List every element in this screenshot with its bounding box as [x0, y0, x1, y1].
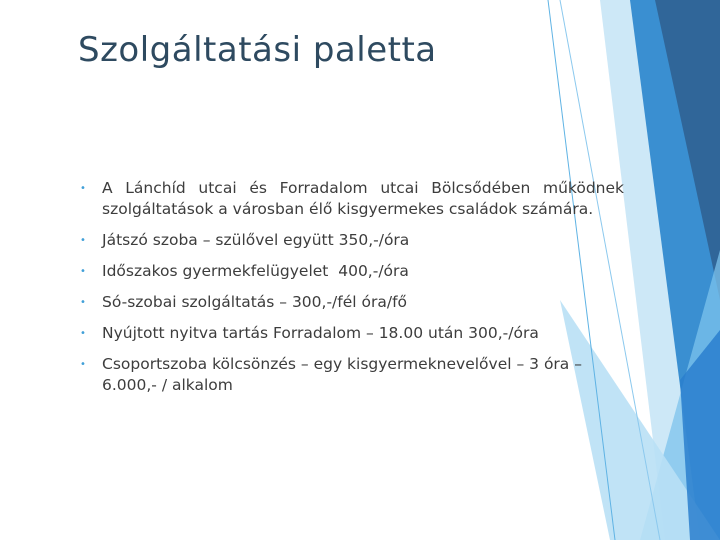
- list-item-text: A Lánchíd utcai és Forradalom utcai Bölcsődében működnek szolgáltatások a városban élő kisgyermekes családok számára.: [102, 179, 624, 218]
- bullet-icon: •: [80, 359, 86, 370]
- list-item: [78, 354, 624, 396]
- list-item: [78, 261, 624, 282]
- list-item-text: Nyújtott nyitva tartás Forradalom – 18.00 után 300,-/óra: [102, 324, 539, 342]
- list-item-text: Csoportszoba kölcsönzés – egy kisgyermeknevelővel – 3 óra – 6.000,- / alkalom: [102, 355, 582, 394]
- list-item: [78, 178, 624, 220]
- list-item: [78, 323, 624, 344]
- list-item-text: Időszakos gyermekfelügyelet 400,-/óra: [102, 262, 409, 280]
- bullet-icon: •: [80, 328, 86, 339]
- list-item-text: Só-szobai szolgáltatás – 300,-/fél óra/fő: [102, 293, 408, 311]
- bullet-icon: •: [80, 266, 86, 277]
- bullet-icon: •: [80, 235, 86, 246]
- list-item: [78, 230, 624, 251]
- bullet-icon: •: [80, 297, 86, 308]
- bullet-icon: •: [80, 183, 86, 194]
- slide-title: Szolgáltatási paletta: [78, 30, 437, 70]
- list-item-text: Játszó szoba – szülővel együtt 350,-/óra: [102, 231, 410, 249]
- bullet-list: [78, 178, 624, 406]
- list-item: [78, 292, 624, 313]
